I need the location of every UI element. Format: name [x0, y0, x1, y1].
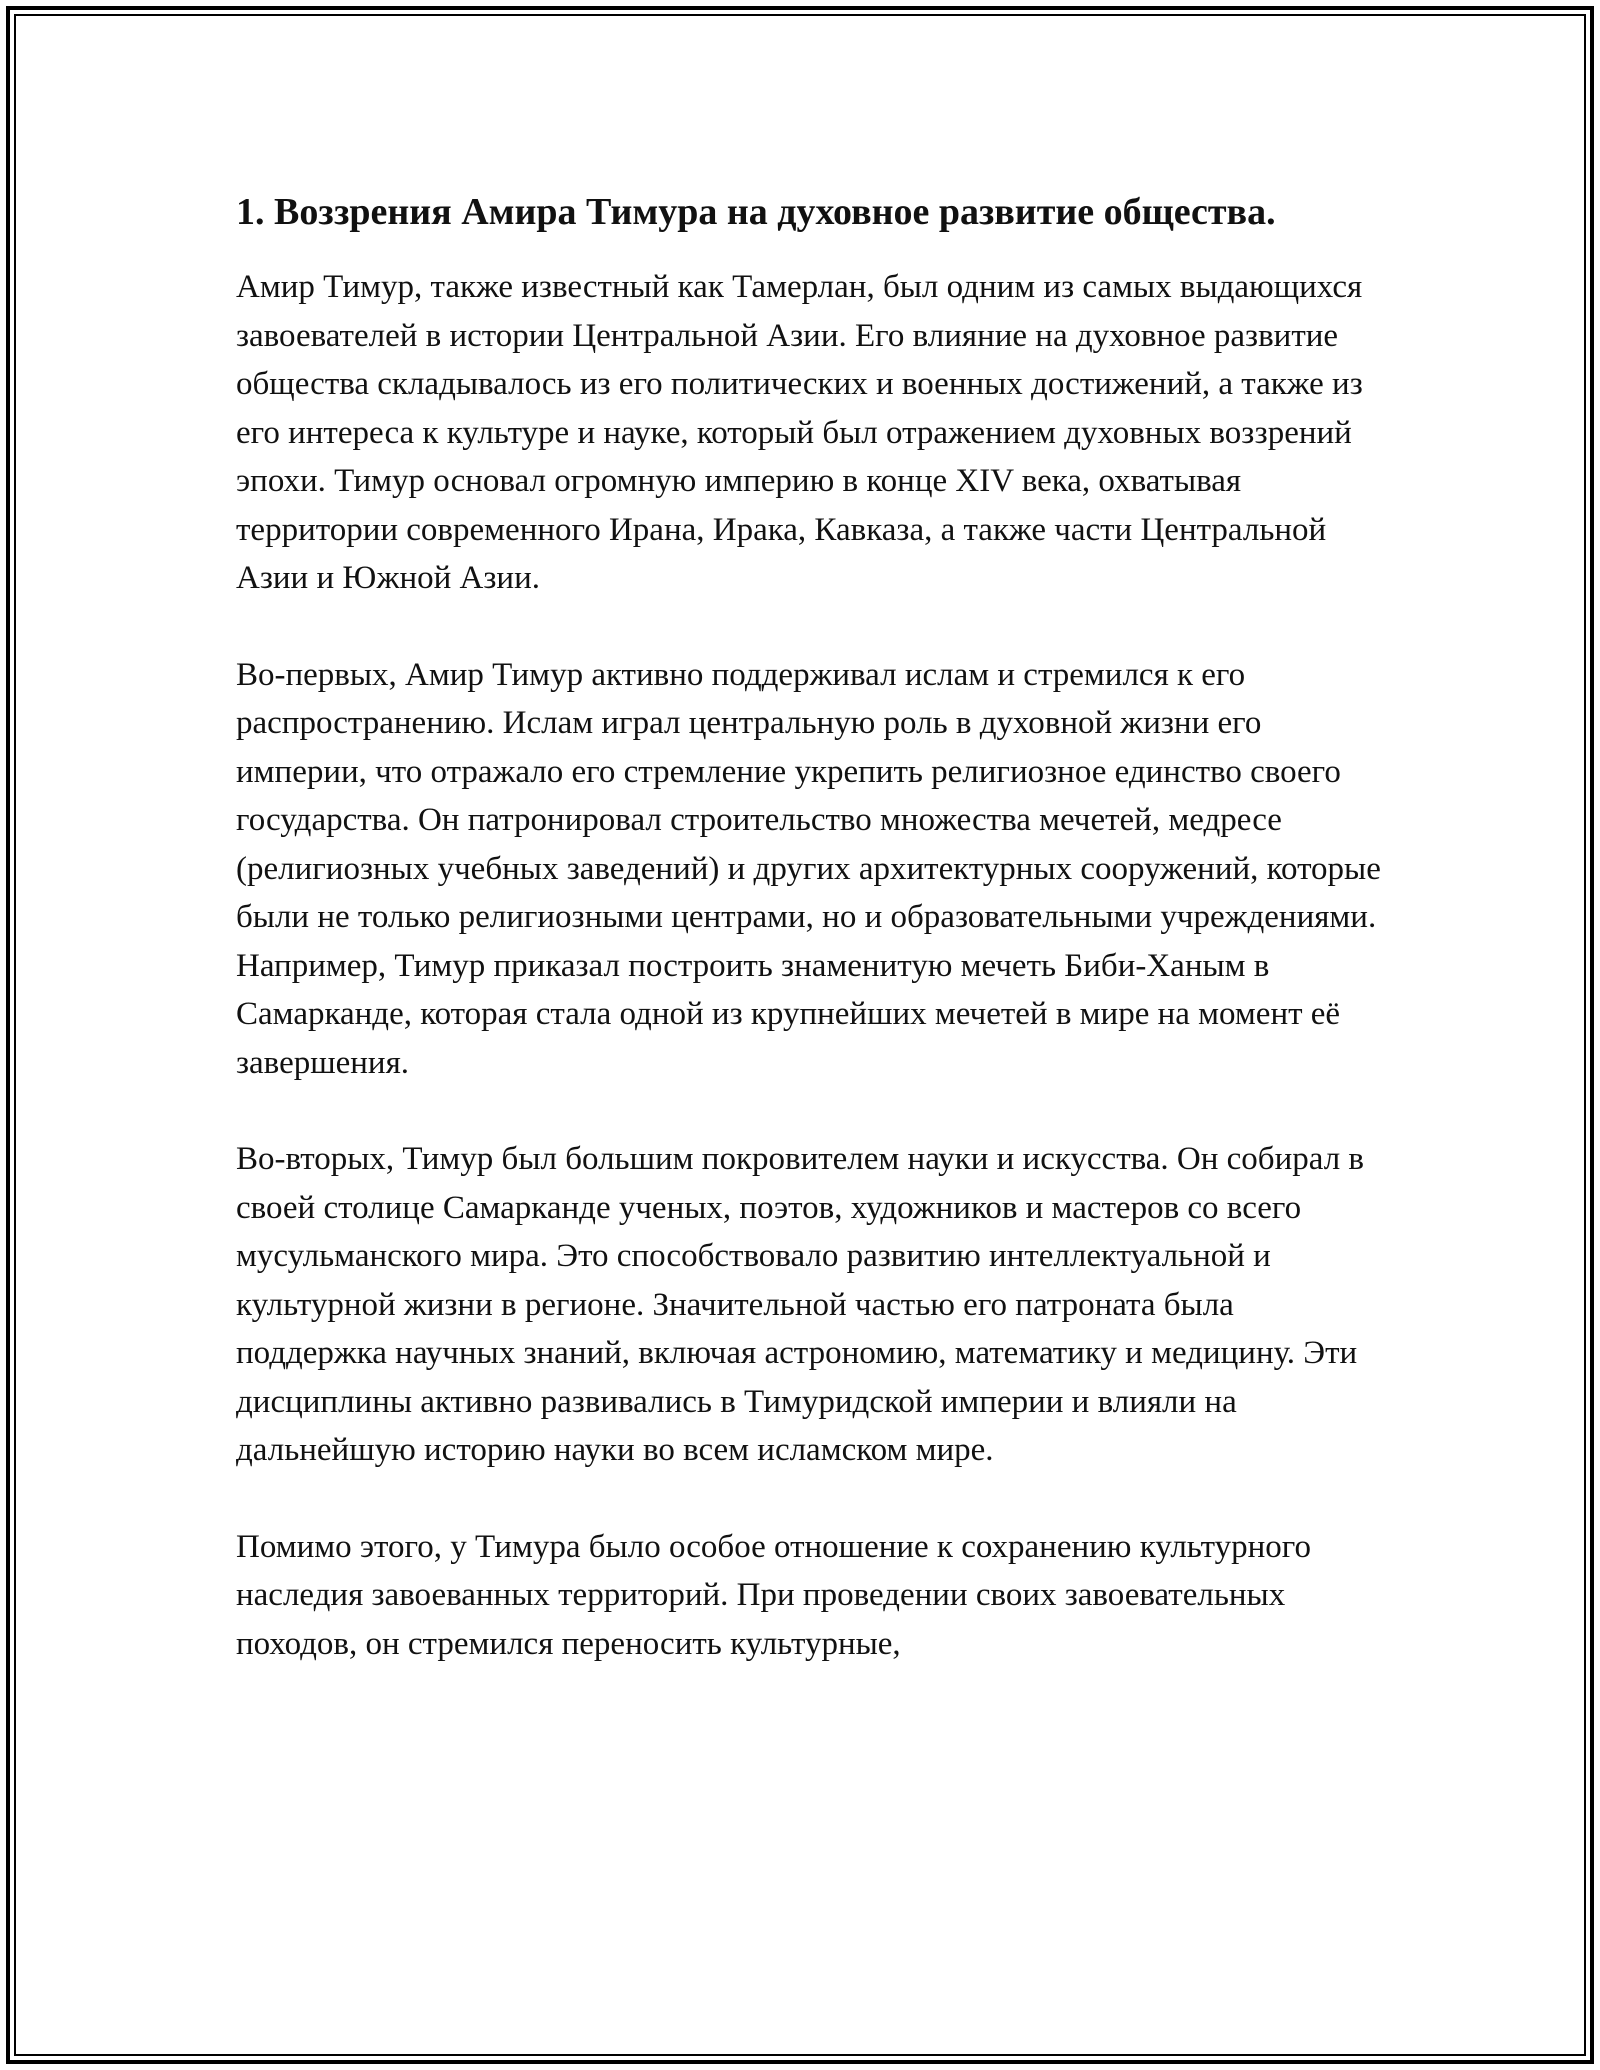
paragraph-heritage: Помимо этого, у Тимура было особое отношение к сохранению культурного наследия завоеванных территорий. При проведении своих завоевательных походов, он стремился переносить культурные, — [236, 1528, 1311, 1662]
paragraph-science: Во-вторых, Тимур был большим покровителем науки и искусства. Он собирал в своей столице Самарканде ученых, поэтов, художников и мастеров со всего мусульманского мира. Это способствовало развитию интеллектуальной и культурной жизни в регионе. Значительной частью его патроната была поддержка научных знаний, включая астрономию, математику и медицину. Эти дисциплины активно развивались в Тимуридской империи и влияли на дальнейшую историю науки во всем исламском мире. — [236, 1141, 1364, 1468]
paragraph-intro: Амир Тимур, также известный как Тамерлан, был одним из самых выдающихся завоевателей в истории Центральной Азии. Его влияние на духовное развитие общества складывалось из его политических и военных достижений, а также из его интереса к культуре и науке, который был отражением духовных воззрений эпохи. Тимур основал огромную империю в конце XIV века, охватывая территории современного Ирана, Ирака, Кавказа, а также части Центральной Азии и Южной Азии. — [236, 269, 1363, 596]
section-heading: 1. Воззрения Амира Тимура на духовное развитие общества. — [236, 191, 1276, 233]
document-body — [236, 185, 1386, 1668]
paragraph-islam: Во-первых, Амир Тимур активно поддерживал ислам и стремился к его распространению. Ислам играл центральную роль в духовной жизни его империи, что отражало его стремление укрепить религиозное единство своего государства. Он патронировал строительство множества мечетей, медресе (религиозных учебных заведений) и других архитектурных сооружений, которые были не только религиозными центрами, но и образовательными учреждениями. Например, Тимур приказал построить знаменитую мечеть Биби-Ханым в Самарканде, которая стала одной из крупнейших мечетей в мире на момент её завершения. — [236, 656, 1381, 1081]
